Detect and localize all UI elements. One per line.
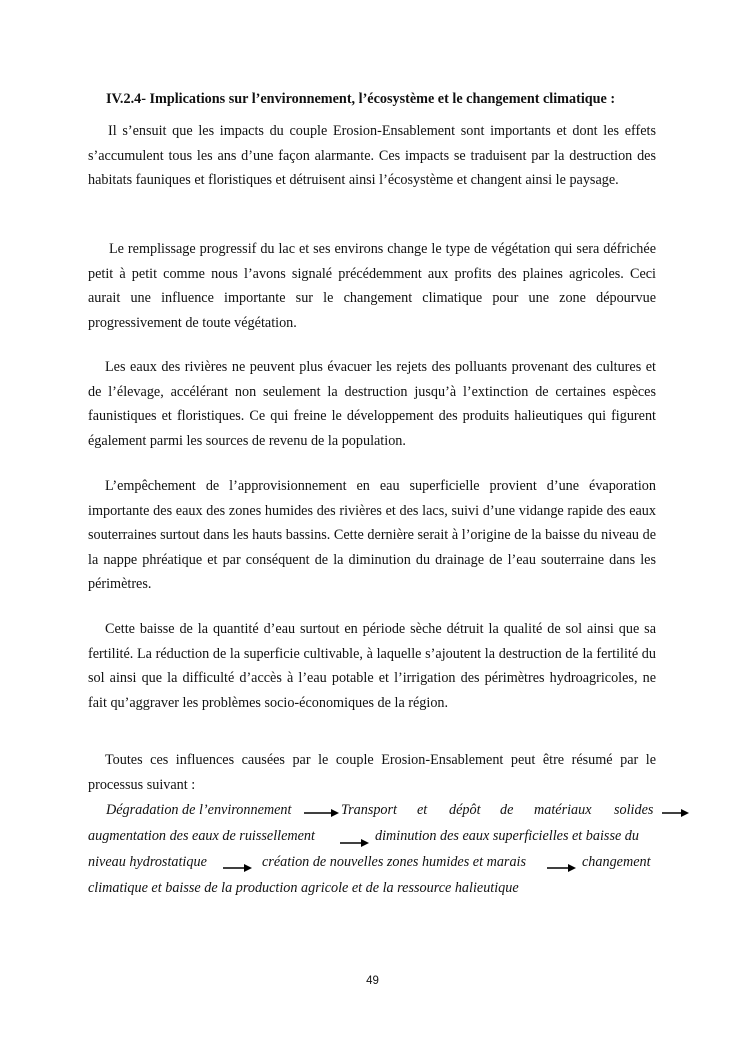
process-step-diminution: diminution des eaux superficielles et baisse du	[375, 828, 639, 844]
process-step-ruissellement: augmentation des eaux de ruissellement	[88, 828, 315, 844]
process-word-et: et	[417, 802, 428, 818]
process-word-depot: dépôt	[449, 802, 481, 818]
process-step-climatique: climatique et baisse de la production agricole et de la ressource halieutique	[88, 880, 519, 896]
paragraph-1: Il s’ensuit que les impacts du couple Erosion-Ensablement sont importants et dont les effets s’accumulent tous les ans d’une façon alarmante. Ces impacts se traduisent par la destruction des habitats fauniques et floristiques et détruisent ainsi l’écosystème et changent ainsi le paysage.	[88, 123, 656, 189]
process-word-materiaux: matériaux	[534, 802, 592, 818]
arrow-right-icon	[340, 837, 370, 849]
paragraph-5: Cette baisse de la quantité d’eau surtout en période sèche détruit la qualité de sol ainsi que sa fertilité. La réduction de la superficie cultivable, à laquelle s’ajoutent la destruction de la fertilité du sol ainsi que la difficulté d’accès à l’eau potable et l’irrigation des périmètres hydroagricoles, ne fait qu’aggraver les problèmes socio-économiques de la région.	[88, 621, 656, 711]
paragraph-3: Les eaux des rivières ne peuvent plus évacuer les rejets des polluants provenant des cultures et de l’élevage, accélérant non seulement la destruction jusqu’à l’extinction de certaines espèces faunistiques et floristiques. Ce qui freine le développement des produits halieutiques qui figurent également parmi les sources de revenu de la population.	[88, 359, 656, 449]
arrow-right-icon	[662, 807, 690, 819]
arrow-right-icon	[304, 807, 340, 819]
process-word-transport: Transport	[341, 802, 397, 818]
process-step-degradation: Dégradation de l’environnement	[106, 802, 292, 818]
paragraph-4: L’empêchement de l’approvisionnement en eau superficielle provient d’une évaporation importante des eaux des zones humides des rivières et des lacs, suivi d’une vidange rapide des eaux souterraines surtout dans les hauts bassins. Cette dernière serait à l’origine de la baisse du niveau de la nappe phréatique et par conséquent de la diminution du drainage de l’eau souterraine dans les périmètres.	[88, 478, 656, 593]
process-word-solides: solides	[614, 802, 654, 818]
process-step-zones-humides: création de nouvelles zones humides et marais	[262, 854, 526, 870]
process-step-changement: changement	[582, 854, 651, 870]
process-step-niveau: niveau hydrostatique	[88, 854, 207, 870]
arrow-right-icon	[547, 862, 577, 874]
paragraph-2: Le remplissage progressif du lac et ses environs change le type de végétation qui sera défrichée petit à petit comme nous l’avons signalé précédemment aux profits des plaines agricoles. Ceci aurait une influence importante sur le changement climatique pour une zone dépourvue progressivement de toute végétation.	[88, 241, 656, 331]
section-heading: IV.2.4- Implications sur l’environnement, l’écosystème et le changement climatique :	[106, 91, 616, 107]
page-number: 49	[366, 975, 379, 987]
paragraph-6-intro: Toutes ces influences causées par le couple Erosion-Ensablement peut être résumé par le processus suivant :	[88, 752, 656, 793]
process-word-de: de	[500, 802, 514, 818]
arrow-right-icon	[223, 862, 253, 874]
